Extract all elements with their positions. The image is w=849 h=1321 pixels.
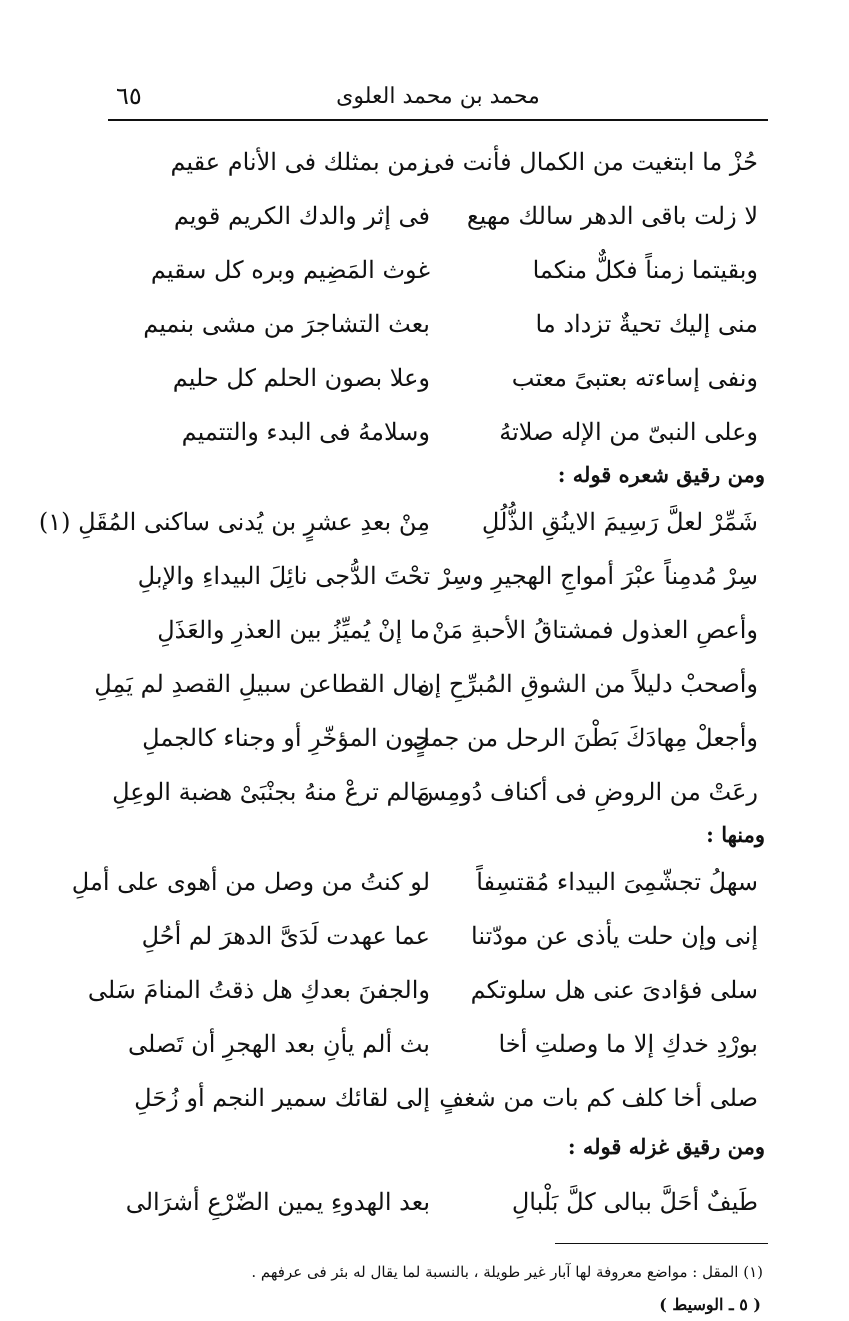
verse-line [87, 976, 768, 1030]
first-hemistich: وأصحبْ دليلاً من الشوقِ المُبرِّحِ إن [416, 670, 758, 698]
verse-line [108, 724, 768, 778]
page-number: ٦٥ [116, 82, 142, 110]
verse-line [108, 148, 768, 202]
second-hemistich: ما إنْ يُميِّزُ بين العذرِ والعَذَلِ [157, 616, 430, 644]
printer-signature: ( ٥ ـ الوسيط ) [659, 1295, 761, 1314]
verse-line [108, 562, 768, 616]
poem-section-3 [71, 868, 768, 1138]
verse-line [108, 1030, 768, 1084]
second-hemistich: إلى لقائك سمير النجم أو زُحَلِ [134, 1084, 430, 1112]
second-hemistich: زمن بمثلك فى الأنام عقيم [170, 148, 430, 176]
first-hemistich: إنى وإن حلت يأذى عن مودّتنا [471, 922, 758, 950]
poem-section-4 [108, 1188, 768, 1242]
first-hemistich: ونفى إساءته بعتبىً معتب [511, 364, 758, 392]
first-hemistich: منى إليك تحيةٌ تزداد ما [535, 310, 758, 338]
second-hemistich: بث ألم يأنِ بعد الهجرِ أن تَصلى [128, 1030, 430, 1058]
section-intro: ومن رقيق غزله قوله : [567, 1134, 765, 1159]
second-hemistich: لو كنتُ من وصل من أهوى على أملِ [71, 868, 430, 896]
first-hemistich: وعلى النبىّ من الإله صلاتهُ [499, 418, 758, 446]
second-hemistich: وسلامهُ فى البدء والتتميم [181, 418, 430, 446]
first-hemistich: سهلُ تجشّمِىَ البيداء مُقتسِفاً [476, 868, 758, 896]
first-hemistich: سلى فؤادىَ عنى هل سلوتكم [470, 976, 758, 1004]
header-rule [108, 119, 768, 121]
second-hemistich: بعث التشاجرَ من مشى بنميم [143, 310, 430, 338]
second-hemistich: مِنْ بعدِ عشرٍ بن يُدنى ساكنى المُقَلِ (١) [38, 508, 430, 536]
first-hemistich: طَيفٌ أحَلَّ ببالى كلَّ بَلْبالِ [511, 1188, 758, 1216]
first-hemistich: حُزْ ما ابتغيت من الكمال فأنت فى [423, 148, 758, 176]
verse-line [108, 922, 768, 976]
first-hemistich: صلى أخا كلف كم بات من شغفٍ [439, 1084, 758, 1112]
verse-line [38, 508, 768, 562]
first-hemistich: رعَتْ من الروضِ فى أكناف دُومِسَ [416, 778, 758, 806]
footnote-rule [555, 1243, 768, 1244]
verse-line [108, 616, 768, 670]
first-hemistich: شَمِّرْ لعلَّ رَسِيمَ الاينُقِ الذُّلُلِ [481, 508, 758, 536]
verse-line [71, 868, 768, 922]
poem-section-2 [38, 508, 768, 832]
second-hemistich: بعد الهدوءِ يمين الضّرْعِ أشرَالى [125, 1188, 430, 1216]
verse-line [108, 1188, 768, 1242]
first-hemistich: لا زلت باقى الدهر سالك مهيع [466, 202, 758, 230]
page-header [108, 78, 768, 118]
footnote: (١) المقل : مواضع معروفة لها آبار غير طويلة ، بالنسبة لما يقال له بئر فى عرفهم . [251, 1263, 763, 1281]
poem-section-1 [108, 148, 768, 472]
second-hemistich: تحْتَ الدُّجى نائِلَ البيداءِ والإبلِ [137, 562, 430, 590]
second-hemistich: جون المؤخّرِ أو وجناء كالجملِ [142, 724, 430, 752]
verse-line [94, 670, 768, 724]
first-hemistich: بورْدِ خدكِ إلا ما وصلتِ أخا [498, 1030, 758, 1058]
second-hemistich: وعلا بصون الحلم كل حليم [172, 364, 430, 392]
running-title: محمد بن محمد العلوى [336, 84, 540, 109]
second-hemistich: فى إثر والدك الكريم قويم [173, 202, 430, 230]
verse-line [108, 1084, 768, 1138]
first-hemistich: وبقيتما زمناً فكلٌّ منكما [532, 256, 758, 284]
verse-line [108, 364, 768, 418]
second-hemistich: مالم ترعْ منهُ بجنْبَىْ هضبة الوعِلِ [112, 778, 430, 806]
verse-line [108, 310, 768, 364]
second-hemistich: مال القطاعن سبيلِ القصدِ لم يَمِلِ [94, 670, 430, 698]
first-hemistich: سِرْ مُدمِناً عبْرَ أمواجِ الهجيرِ وسِرْ [438, 562, 758, 590]
section-intro: ومن رقيق شعره قوله : [557, 462, 765, 487]
second-hemistich: عما عهدت لَدَىَّ الدهرَ لم أحُلِ [141, 922, 430, 950]
verse-line [108, 256, 768, 310]
section-intro: ومنها : [706, 822, 765, 847]
first-hemistich: وأجعلْ مِهادَكَ بَطْنَ الرحل من جملٍ [412, 724, 758, 752]
first-hemistich: وأعصِ العذول فمشتاقُ الأحبةِ مَنْ [431, 616, 758, 644]
second-hemistich: والجفنَ بعدكِ هل ذقتُ المنامَ سَلى [87, 976, 430, 1004]
verse-line [108, 778, 768, 832]
verse-line [108, 202, 768, 256]
second-hemistich: غوث المَضِيم وبره كل سقيم [150, 256, 430, 284]
